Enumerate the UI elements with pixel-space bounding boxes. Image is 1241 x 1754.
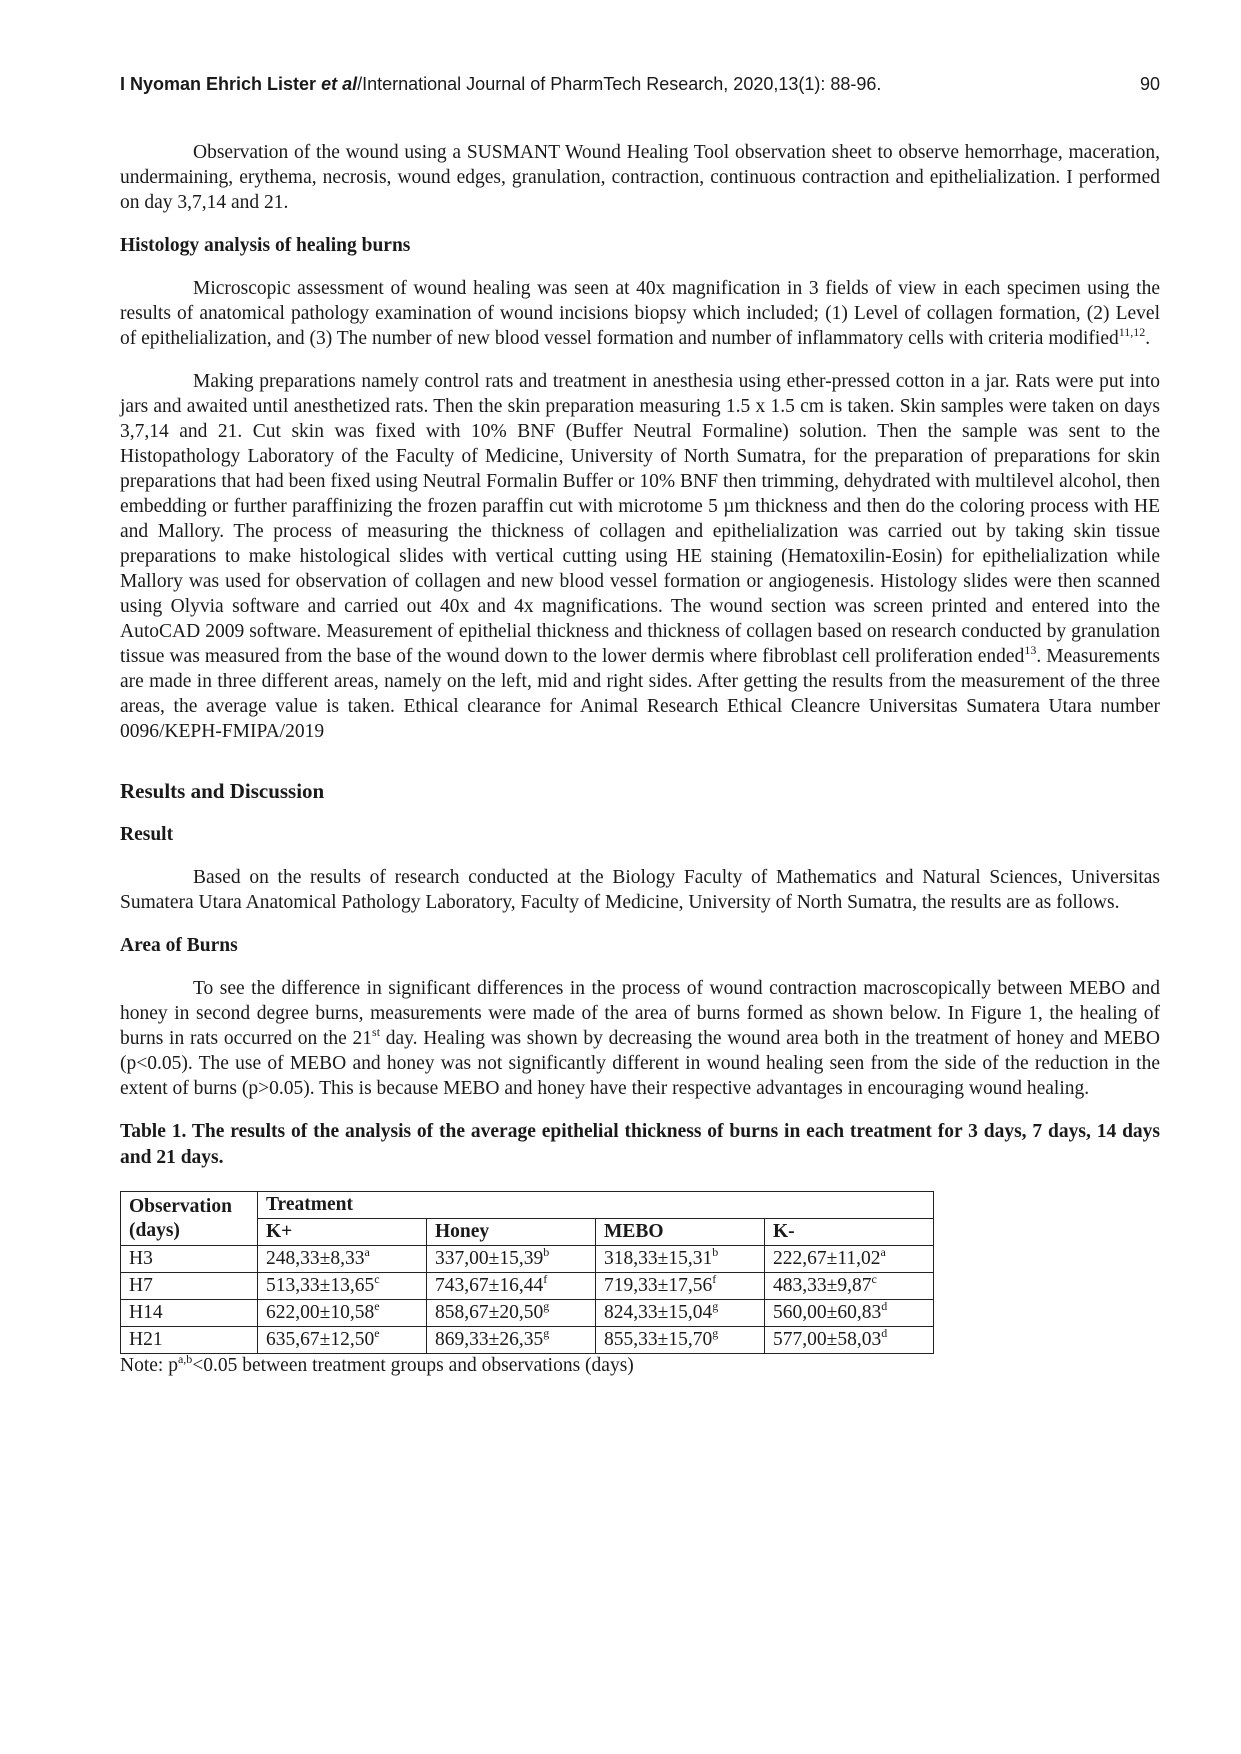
paragraph-microscopic	[120, 276, 1160, 351]
cell-significance-letter: a	[880, 1245, 886, 1259]
heading-area-of-burns: Area of Burns	[120, 935, 238, 956]
superscript-st: st	[372, 1025, 381, 1039]
table-cell-observation: H21	[121, 1327, 258, 1354]
cell-significance-letter: e	[374, 1299, 380, 1313]
header-citation	[120, 74, 881, 95]
table-row	[121, 1327, 934, 1354]
header-journal: /International Journal of PharmTech Research, 2020,13(1): 88-96.	[357, 74, 882, 94]
cell-mean-sd: 869,33±26,35	[435, 1329, 544, 1350]
cell-mean-sd: 743,67±16,44	[435, 1275, 544, 1296]
cell-mean-sd: 824,33±15,04	[604, 1302, 713, 1323]
header-group-k-minus: K-	[765, 1219, 934, 1246]
reference-13: 13	[1024, 643, 1037, 657]
table-note-sup: a,b	[177, 1352, 193, 1366]
table-note-b: <0.05 between treatment groups and observations (days)	[192, 1355, 634, 1376]
table-cell-value	[596, 1273, 765, 1300]
cell-significance-letter: b	[543, 1245, 550, 1259]
table-row	[121, 1300, 934, 1327]
paragraph-preparations	[120, 369, 1160, 744]
table-cell-value	[427, 1273, 596, 1300]
cell-mean-sd: 635,67±12,50	[266, 1329, 375, 1350]
table-cell-value	[258, 1327, 427, 1354]
table-cell-value	[427, 1327, 596, 1354]
paragraph-preparations-text: Making preparations namely control rats and treatment in anesthesia using ether-pressed cotton in a jar. Rats were put into jars and awaited until anesthetized rats. Then the skin preparation measuring 1.5 x 1.5 cm is taken. Skin samples were taken on days 3,7,14 and 21. Cut skin was fixed with 10% BNF (Buffer Neutral Formaline) solution. Then the sample was sent to the Histopathology Laboratory of the Faculty of Medicine, University of North Sumatra, for the preparation of preparations for skin preparations that had been fixed using Neutral Formalin Buffer or 10% BNF then trimming, dehydrated with multilevel alcohol, then embedding or further paraffinizing the frozen paraffin cut with microtome 5 µm thickness and then do the coloring process with HE and Mallory. The process of measuring the thickness of collagen and epithelialization was carried out by taking skin tissue preparations to make histological slides with vertical cutting using HE staining (Hematoxilin-Eosin) for epithelialization while Mallory was used for observation of collagen and new blood vessel formation or angiogenesis. Histology slides were then scanned using Olyvia software and carried out 40x and 4x magnifications. The wound section was screen printed and entered into the AutoCAD 2009 software. Measurement of epithelial thickness and thickness of collagen based on research conducted by granulation tissue was measured from the base of the wound down to the lower dermis where fibroblast cell proliferation ended	[120, 371, 1160, 667]
cell-significance-letter: b	[712, 1245, 719, 1259]
paragraph-microscopic-end: .	[1145, 328, 1151, 349]
running-header	[120, 74, 1160, 110]
results-table-body	[121, 1192, 934, 1354]
paragraph-area-of-burns	[120, 976, 1160, 1101]
cell-mean-sd: 855,33±15,70	[604, 1329, 713, 1350]
table-cell-value	[765, 1327, 934, 1354]
paragraph-results-intro: Based on the results of research conducted at the Biology Faculty of Mathematics and Natural Sciences, Universitas Sumatera Utara Anatomical Pathology Laboratory, Faculty of Medicine, University of North Sumatra, the results are as follows.	[120, 867, 1160, 913]
header-group-honey: Honey	[427, 1219, 596, 1246]
cell-significance-letter: g	[543, 1326, 550, 1340]
header-observation: Observation (days)	[121, 1192, 258, 1246]
page-body	[120, 140, 1160, 1378]
cell-significance-letter: g	[712, 1326, 719, 1340]
cell-mean-sd: 513,33±13,65	[266, 1275, 375, 1296]
table-cell-value	[258, 1300, 427, 1327]
paragraph-area-text-b: day. Healing was shown by decreasing the wound area both in the treatment of honey and MEBO (p<0.05). The use of MEBO and honey was not significantly different in wound healing seen from the side of the reduction in the extent of burns (p>0.05). This is because MEBO and honey have their respective advantages in encouraging wound healing.	[120, 1028, 1160, 1099]
table-cell-value	[596, 1246, 765, 1273]
table-cell-value	[596, 1327, 765, 1354]
heading-results-discussion: Results and Discussion	[120, 779, 325, 803]
cell-mean-sd: 248,33±8,33	[266, 1248, 365, 1269]
cell-mean-sd: 858,67±20,50	[435, 1302, 544, 1323]
cell-significance-letter: e	[374, 1326, 380, 1340]
table-cell-value	[596, 1300, 765, 1327]
cell-significance-letter: f	[712, 1272, 717, 1286]
cell-significance-letter: d	[881, 1326, 888, 1340]
table-caption: Table 1. The results of the analysis of the average epithelial thickness of burns in each treatment for 3 days, 7 days, 14 days and 21 days.	[120, 1121, 1160, 1168]
cell-significance-letter: g	[712, 1299, 719, 1313]
cell-mean-sd: 560,00±60,83	[773, 1302, 882, 1323]
paragraph-preparations-end: . Measurements are made in three different areas, namely on the left, mid and right sides. After getting the results from the measurement of the three areas, the average value is taken. Ethical clearance for Animal Research Ethical Cleancre Universitas Sumatera Utara number 0096/KEPH-FMIPA/2019	[120, 646, 1160, 742]
cell-mean-sd: 222,67±11,02	[773, 1248, 881, 1269]
cell-significance-letter: d	[881, 1299, 888, 1313]
header-group-mebo: MEBO	[596, 1219, 765, 1246]
paragraph-observation: Observation of the wound using a SUSMANT Wound Healing Tool observation sheet to observe hemorrhage, maceration, undermaining, erythema, necrosis, wound edges, granulation, contraction, continuous contraction and epithelialization. I performed on day 3,7,14 and 21.	[120, 142, 1160, 213]
header-group-k-plus: K+	[258, 1219, 427, 1246]
table-cell-value	[258, 1273, 427, 1300]
cell-mean-sd: 622,00±10,58	[266, 1302, 375, 1323]
table-row	[121, 1273, 934, 1300]
header-etal: et al	[321, 74, 358, 94]
cell-mean-sd: 719,33±17,56	[604, 1275, 713, 1296]
heading-result: Result	[120, 824, 174, 845]
header-treatment: Treatment	[258, 1192, 934, 1219]
cell-significance-letter: f	[543, 1272, 548, 1286]
table-cell-value	[427, 1246, 596, 1273]
table-cell-value	[427, 1300, 596, 1327]
heading-histology: Histology analysis of healing burns	[120, 235, 411, 256]
table-note-a: Note: p	[120, 1355, 178, 1376]
paragraph-area-text-a: To see the difference in significant differences in the process of wound contraction macroscopically between MEBO and honey in second degree burns, measurements were made of the area of burns formed as shown below. In Figure 1, the healing of burns in rats occurred on the 21	[120, 978, 1160, 1049]
table-row	[121, 1246, 934, 1273]
header-author: I Nyoman Ehrich Lister	[120, 74, 317, 94]
table-header-row	[121, 1192, 934, 1219]
cell-significance-letter: c	[871, 1272, 877, 1286]
table-cell-observation: H7	[121, 1273, 258, 1300]
cell-mean-sd: 318,33±15,31	[604, 1248, 713, 1269]
reference-11-12: 11,12	[1118, 325, 1146, 339]
paragraph-microscopic-text: Microscopic assessment of wound healing was seen at 40x magnification in 3 fields of view in each specimen using the results of anatomical pathology examination of wound incisions biopsy which included; (1) Level of collagen formation, (2) Level of epithelialization, and (3) The number of new blood vessel formation and number of inflammatory cells with criteria modified	[120, 278, 1160, 349]
page-number: 90	[1139, 74, 1160, 94]
cell-mean-sd: 483,33±9,87	[773, 1275, 872, 1296]
table-cell-observation: H14	[121, 1300, 258, 1327]
table-cell-observation: H3	[121, 1246, 258, 1273]
cell-significance-letter: c	[374, 1272, 380, 1286]
table-cell-value	[765, 1273, 934, 1300]
cell-significance-letter: g	[543, 1299, 550, 1313]
cell-mean-sd: 337,00±15,39	[435, 1248, 544, 1269]
table-note	[120, 1354, 1160, 1378]
table-cell-value	[765, 1300, 934, 1327]
cell-significance-letter: a	[364, 1245, 370, 1259]
results-table	[120, 1191, 934, 1354]
table-cell-value	[765, 1246, 934, 1273]
table-cell-value	[258, 1246, 427, 1273]
cell-mean-sd: 577,00±58,03	[773, 1329, 882, 1350]
